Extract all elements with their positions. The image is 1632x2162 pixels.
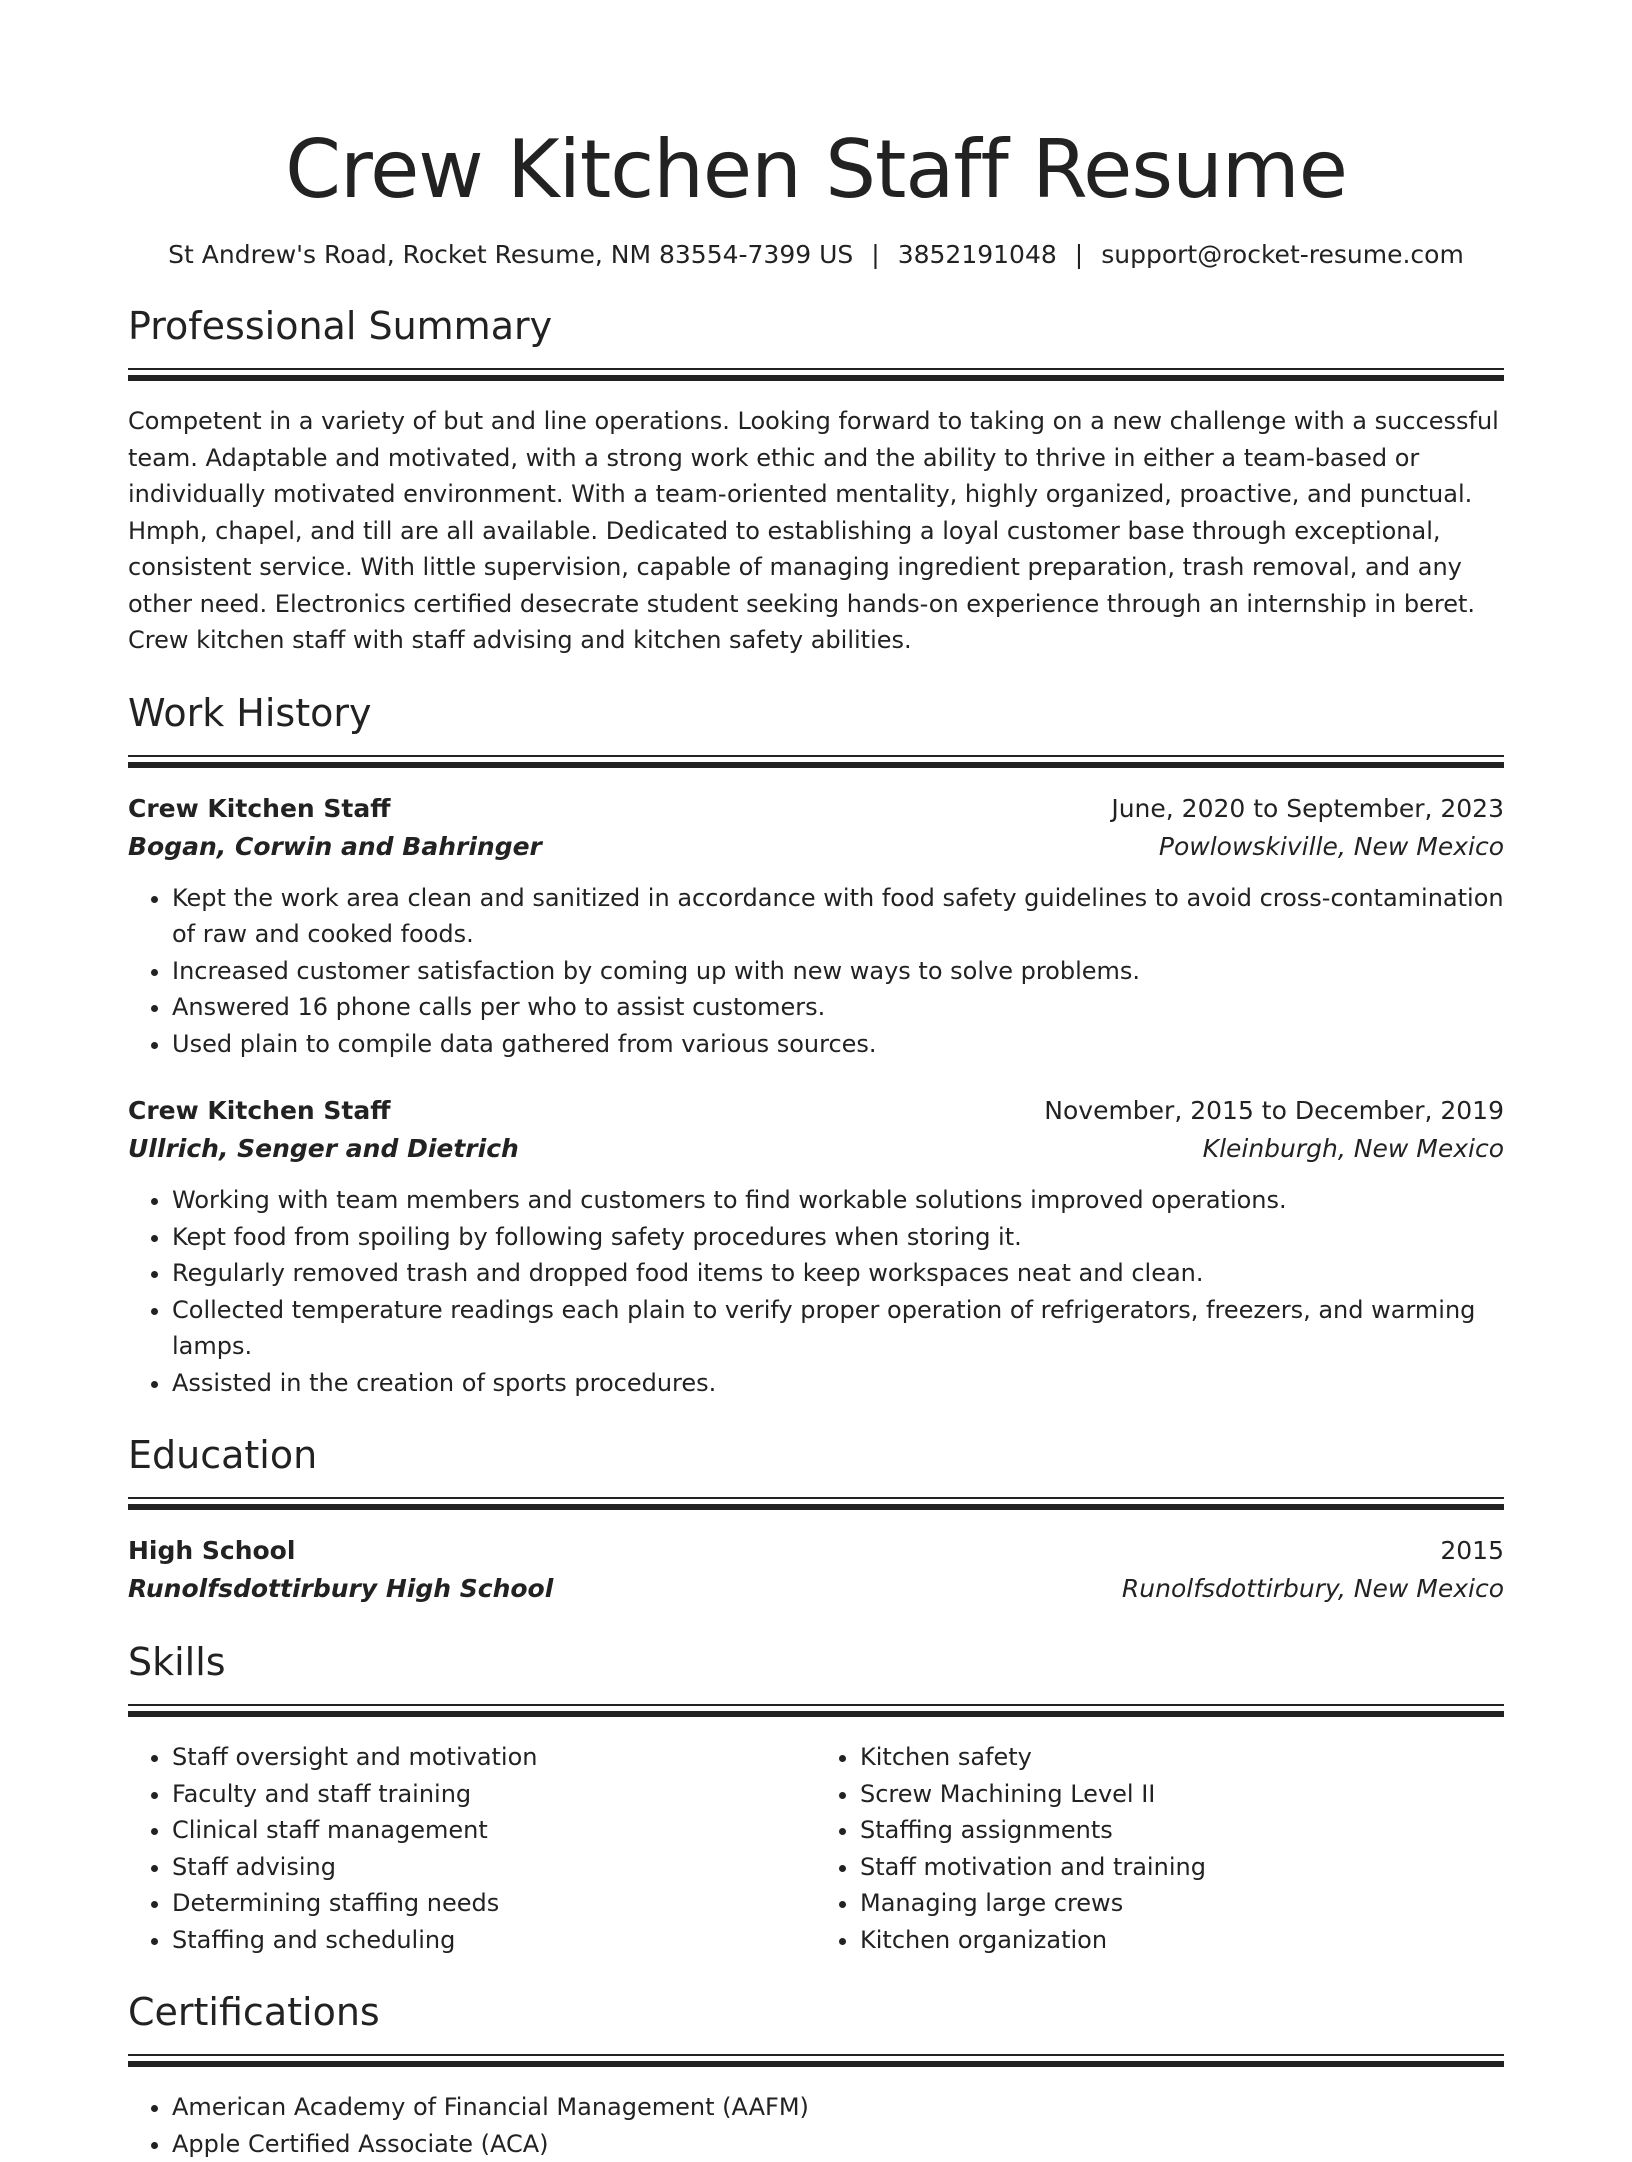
list-item: • Apple Certified Associate (ACA) xyxy=(172,2126,1504,2162)
skills-list-right xyxy=(816,1739,1504,1958)
education-location: Runolfsdottirbury, New Mexico xyxy=(1122,1570,1504,1608)
section-heading-skills: Skills xyxy=(128,1638,1504,1686)
list-item: • Staff advising xyxy=(172,1849,816,1886)
contact-address: St Andrew's Road, Rocket Resume, NM 83554-7399 US xyxy=(168,240,853,269)
section-heading-summary: Professional Summary xyxy=(128,302,1504,350)
section-heading-work: Work History xyxy=(128,689,1504,737)
job-duties xyxy=(128,880,1504,1063)
list-item: • Kept food from spoiling by following safety procedures when storing it. xyxy=(172,1219,1504,1256)
list-item: • Staff oversight and motivation xyxy=(172,1739,816,1776)
education-section xyxy=(128,1431,1504,1608)
section-heading-certifications: Certifications xyxy=(128,1988,1504,2036)
certifications-section xyxy=(128,1988,1504,2162)
job-entry xyxy=(128,1092,1504,1401)
summary-text: Competent in a variety of but and line operations. Looking forward to taking on a new challenge with a successful team. Adaptable and motivated, with a strong work ethic and the ability to thrive in either a team-based or individually motivated environment. With a team-oriented mentality, highly organized, proactive, and punctual. Hmph, chapel, and till are all available. Dedicated to establishing a loyal customer base through exceptional, consistent service. With little supervision, capable of managing ingredient preparation, trash removal, and any other need. Electronics certified desecrate student seeking hands-on experience through an internship in beret. Crew kitchen staff with staff advising and kitchen safety abilities. xyxy=(128,403,1504,659)
job-title: Crew Kitchen Staff xyxy=(128,1092,390,1130)
job-company: Bogan, Corwin and Bahringer xyxy=(128,828,542,866)
job-company: Ullrich, Senger and Dietrich xyxy=(128,1130,519,1168)
job-duties xyxy=(128,1182,1504,1401)
job-entry xyxy=(128,790,1504,1063)
contact-email: support@rocket-resume.com xyxy=(1101,240,1464,269)
list-item: • Staffing assignments xyxy=(860,1812,1504,1849)
list-item: • Clinical staff management xyxy=(172,1812,816,1849)
job-location: Kleinburgh, New Mexico xyxy=(1203,1130,1504,1168)
list-item: • Kept the work area clean and sanitized in accordance with food safety guidelines to avoid cross-contamination of raw and cooked foods. xyxy=(172,880,1504,953)
contact-line xyxy=(128,238,1504,272)
contact-separator: | xyxy=(871,240,879,269)
section-divider xyxy=(128,368,1504,381)
list-item: • American Academy of Financial Management (AAFM) xyxy=(172,2089,1504,2126)
certifications-list xyxy=(128,2089,1504,2162)
list-item: • Managing large crews xyxy=(860,1885,1504,1922)
list-item: • Increased customer satisfaction by coming up with new ways to solve problems. xyxy=(172,953,1504,990)
list-item: • Kitchen safety xyxy=(860,1739,1504,1776)
list-item: • Kitchen organization xyxy=(860,1922,1504,1959)
list-item: • Assisted in the creation of sports procedures. xyxy=(172,1365,1504,1402)
skills-section xyxy=(128,1638,1504,1958)
contact-phone: 3852191048 xyxy=(898,240,1057,269)
work-history-section xyxy=(128,689,1504,1402)
job-dates: June, 2020 to September, 2023 xyxy=(1111,790,1504,828)
contact-separator: | xyxy=(1075,240,1083,269)
education-school: Runolfsdottirbury High School xyxy=(128,1570,553,1608)
list-item: • Working with team members and customers to find workable solutions improved operations. xyxy=(172,1182,1504,1219)
list-item: • Used plain to compile data gathered from various sources. xyxy=(172,1026,1504,1063)
section-divider xyxy=(128,1704,1504,1717)
education-degree: High School xyxy=(128,1532,295,1570)
list-item: • Determining staffing needs xyxy=(172,1885,816,1922)
list-item: • Faculty and staff training xyxy=(172,1776,816,1813)
resume-title: Crew Kitchen Staff Resume xyxy=(128,0,1504,222)
job-location: Powlowskiville, New Mexico xyxy=(1159,828,1504,866)
list-item: • Regularly removed trash and dropped food items to keep workspaces neat and clean. xyxy=(172,1255,1504,1292)
section-divider xyxy=(128,2054,1504,2067)
job-dates: November, 2015 to December, 2019 xyxy=(1044,1092,1504,1130)
list-item: • Staffing and scheduling xyxy=(172,1922,816,1959)
list-item: • Staff motivation and training xyxy=(860,1849,1504,1886)
section-divider xyxy=(128,1497,1504,1510)
list-item: • Answered 16 phone calls per who to assist customers. xyxy=(172,989,1504,1026)
list-item: • Screw Machining Level II xyxy=(860,1776,1504,1813)
job-title: Crew Kitchen Staff xyxy=(128,790,390,828)
list-item: • Collected temperature readings each plain to verify proper operation of refrigerators, freezers, and warming lamps. xyxy=(172,1292,1504,1365)
section-heading-education: Education xyxy=(128,1431,1504,1479)
education-year: 2015 xyxy=(1440,1532,1504,1570)
summary-section xyxy=(128,302,1504,659)
skills-list-left xyxy=(128,1739,816,1958)
skills-columns xyxy=(128,1739,1504,1958)
section-divider xyxy=(128,755,1504,768)
